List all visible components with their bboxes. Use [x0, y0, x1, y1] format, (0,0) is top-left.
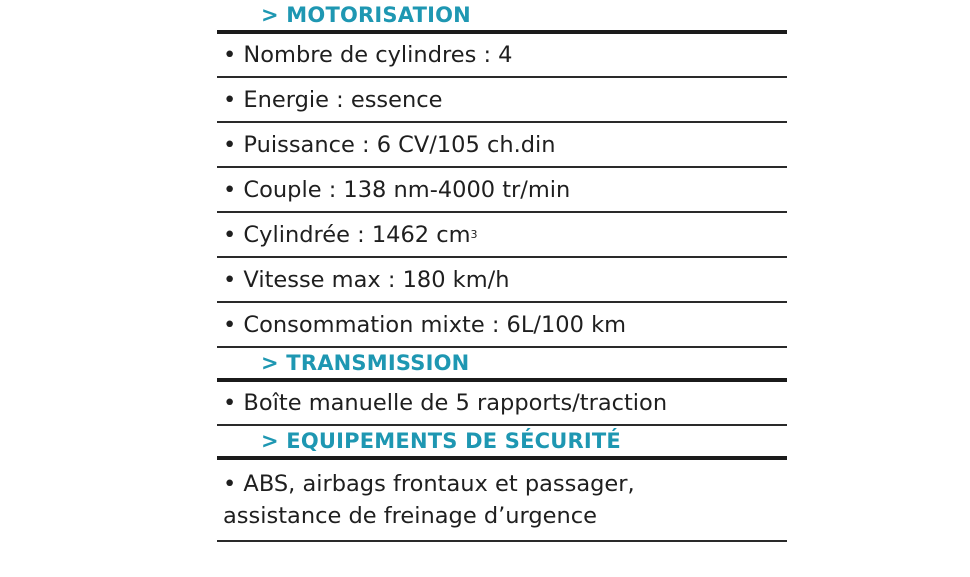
spec-row-puissance — [217, 123, 787, 168]
spec-text: • Energie : essence — [223, 86, 443, 113]
spec-sheet — [217, 0, 787, 542]
spec-text: • Vitesse max : 180 km/h — [223, 266, 510, 293]
spec-text: • Consommation mixte : 6L/100 km — [223, 311, 627, 338]
section-title: > EQUIPEMENTS DE SÉCURITÉ — [261, 429, 621, 453]
spec-text: • Cylindrée : 1462 cm — [223, 221, 471, 248]
spec-row-equipements — [217, 460, 787, 542]
spec-row-cylindree — [217, 213, 787, 258]
spec-text: • Nombre de cylindres : 4 — [223, 42, 513, 68]
spec-row-boite — [217, 382, 787, 426]
spec-row-couple — [217, 168, 787, 213]
spec-row-vitesse — [217, 258, 787, 303]
spec-row-energie — [217, 78, 787, 123]
section-header-transmission — [217, 348, 787, 382]
spec-row-consommation — [217, 303, 787, 348]
spec-text: • Boîte manuelle de 5 rapports/traction — [223, 390, 668, 416]
section-header-motorisation — [217, 0, 787, 34]
spec-text-line-2: assistance de freinage d’urgence — [223, 503, 597, 529]
spec-text: • Puissance : 6 CV/105 ch.din — [223, 131, 556, 158]
spec-row-cylindres — [217, 34, 787, 78]
section-header-securite — [217, 426, 787, 460]
spec-text: • Couple : 138 nm-4000 tr/min — [223, 176, 571, 203]
section-title: > MOTORISATION — [261, 3, 471, 27]
unit-exponent: 3 — [470, 228, 478, 241]
section-title: > TRANSMISSION — [261, 351, 470, 375]
spec-text-line-1: • ABS, airbags frontaux et passager, — [223, 471, 635, 497]
